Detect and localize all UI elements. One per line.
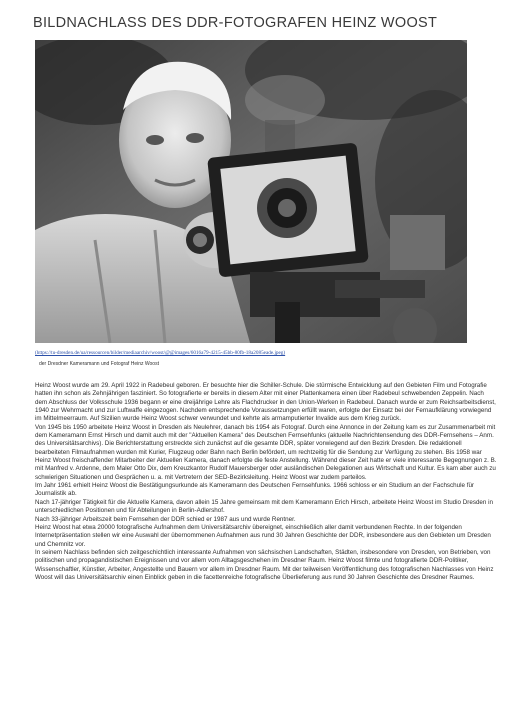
paragraph: Heinz Woost hat etwa 20000 fotografische Aufnahmen dem Universitätsarchiv übereignet, einschließlich aller damit verbundenen Rechte. In der folgenden Internetpräsentation stellen wir eine Auswahl der übernommenen Aufnahmen aus rund 30 Jahren Geschichte der DDR, insbesondere aus den Gebieten um Dresden und Chemnitz vor.: [35, 523, 491, 548]
portrait-photo: [35, 40, 467, 343]
page-title: BILDNACHLASS DES DDR-FOTOGRAFEN HEINZ WOOST: [33, 15, 438, 31]
paragraph: Nach 33-jähriger Arbeitszeit beim Fernsehen der DDR schied er 1987 aus und wurde Rentner.: [35, 515, 296, 523]
paragraph: In seinem Nachlass befinden sich zeitgeschichtlich interessante Aufnahmen von sächsischen Landschaften, Städten, insbesondere von Dresden, von Betrieben, von politischen und propagandistischen Ereignissen und vor allem vom Alltagsgeschehen im Dresdner Raum. Heinz Woost filmte und fotografierte DDR-Politiker, Wissenschaftler, Künstler, Arbeiter, Angestellte und Bauern vor allem im Dresdner Raum. Mit der teilweisen Veröffentlichung des fotografischen Nachlasses von Heinz Woost will das Universitätsarchiv einen Einblick geben in die facettenreiche fotografische Überlieferung aus rund 30 Jahren Geschichte des Dresdner Raumes.: [35, 548, 494, 581]
image-source-link[interactable]: (https://tu-dresden.de/ua/ressourcen/bilder/mediaarchiv/woost/@@images/6016a79-4215-45bb-80fb-18a2085eade.jpeg): [35, 350, 286, 356]
paragraph: Nach 17-jähriger Tätigkeit für die Aktuelle Kamera, davon allein 15 Jahre gemeinsam mit dem Kameramann Erich Hirsch, arbeitete Heinz Woost im Studio Dresden in unterschiedlichen Positionen und für Abteilungen in Berlin-Adlershof.: [35, 498, 493, 515]
article-body: [35, 382, 497, 582]
photo-illustration: [35, 40, 467, 343]
paragraph: Von 1945 bis 1950 arbeitete Heinz Woost in Dresden als Neulehrer, danach bis 1954 als Fotograf. Durch eine Annonce in der Zeitung kam es zur Zusammenarbeit mit dem Kameramann Ernst Hirsch und damit auch mit der "Aktuellen Kamera" des Deutschen Fernsehfunks (aktuelle Nachrichtensendung des DDR-Fernsehens – Anm. des Universitätsarchivs). Die Berichterstattung erstreckte sich zunächst auf die gesamte DDR, später vorwiegend auf den Bezirk Dresden. Die redaktionell bearbeiteten Filmaufnahmen wurden mit Kurier, Flugzeug oder Bahn nach Berlin befördert, um rechtzeitig für die Sendung zur Verfügung zu stehen. Bis 1958 war Heinz Woost freischaffender Mitarbeiter der Aktuellen Kamera, danach erfolgte die feste Anstellung. Während dieser Zeit hatte er viele interessante Begegnungen z. B. mit Manfred v. Ardenne, dem Maler Otto Dix, dem Kreuzkantor Rudolf Mauersberger oder ausländischen Delegationen aus Wirtschaft und Kultur. Es kam aber auch zu schwierigen Situationen und Gesprächen u. a. mit Vertretern der SED-Bezirksleitung. Heinz Woost war zudem parteilos.: [35, 423, 497, 481]
image-caption: der Dresdner Kameramann und Fotograf Heinz Woost: [39, 361, 159, 367]
paragraph: Heinz Woost wurde am 29. April 1922 in Radebeul geboren. Er besuchte hier die Schiller-Schule. Die stürmische Entwicklung auf den Gebieten Film und Fotografie hatten ihn schon als Zehnjährigen fasziniert. So fotografierte er bereits in diesem Alter mit einer Plattenkamera einen über Radebeul schwebenden Zeppelin. Nach dem Abschluss der Volksschule 1936 begann er eine dreijährige Lehre als Flachdrucker in den Union-Werken in Radebeul. Danach wurde er zum Reichsarbeitsdienst, 1940 zur Wehrmacht und zur Luftwaffe eingezogen. Nachdem entsprechende Voraussetzungen erfüllt waren, erfolgte der Einsatz bei der Fernaufklärung vorwiegend im Mittelmeerraum. Auf Sizilien wurde Heinz Woost schwer verwundet und kehrte als armamputierter Invalide aus dem Krieg zurück.: [35, 382, 496, 423]
paragraph: Im Jahr 1961 erhielt Heinz Woost die Bestätigungsurkunde als Kameramann des Deutschen Fernsehfunks. 1966 schloss er ein Studium an der Fachschule für Journalistik ab.: [35, 482, 475, 498]
